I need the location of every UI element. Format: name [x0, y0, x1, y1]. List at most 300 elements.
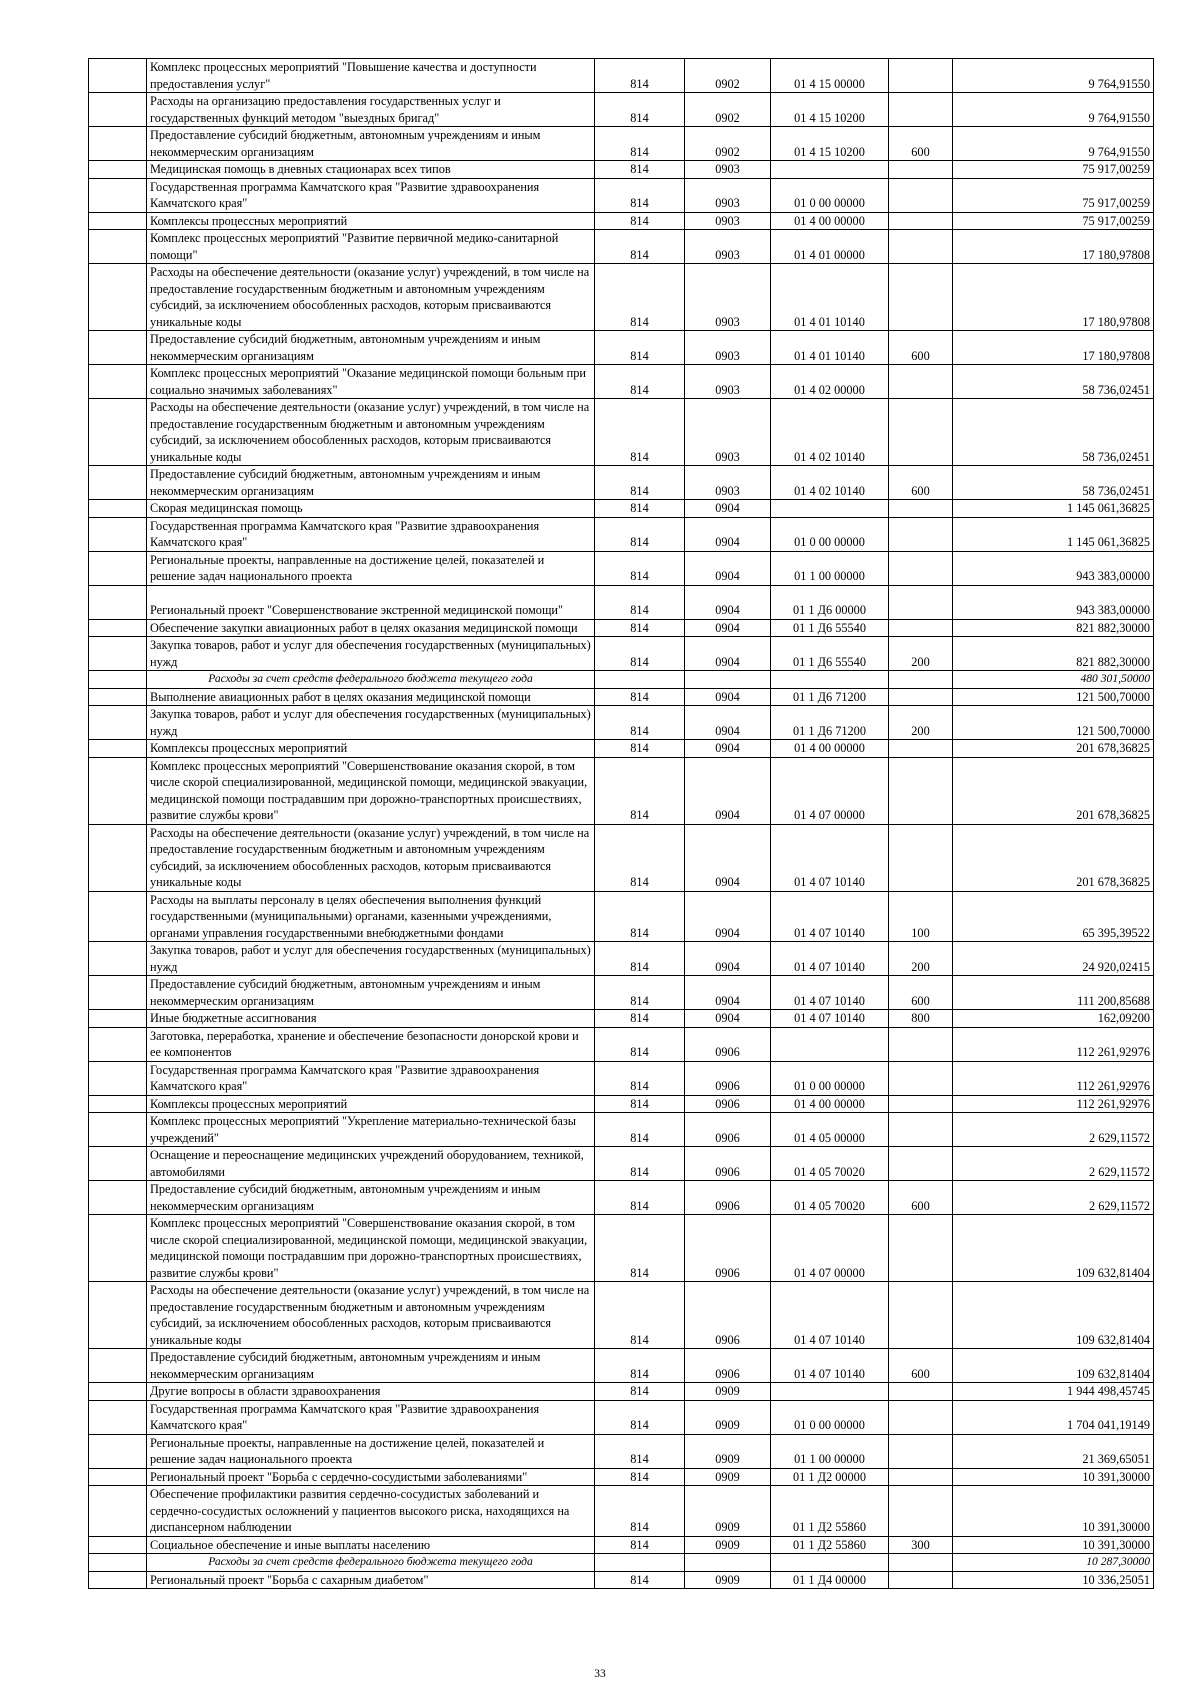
expense-type-cell: 600: [889, 466, 953, 500]
amount-cell: 480 301,50000: [953, 671, 1154, 689]
amount-cell: 162,09200: [953, 1010, 1154, 1028]
section-code-cell: 0904: [685, 619, 771, 637]
section-code-cell: 0906: [685, 1349, 771, 1383]
target-article-cell: 01 1 Д6 55540: [771, 637, 889, 671]
admin-code-cell: 814: [595, 365, 685, 399]
admin-code-cell: 814: [595, 1181, 685, 1215]
row-number-cell: [89, 551, 147, 585]
expense-type-cell: 100: [889, 891, 953, 942]
expense-name-cell: Расходы на обеспечение деятельности (оказание услуг) учреждений, в том числе на предоставление государственным бюджетным и автономным учреждениям субсидий, за исключением обособленных расходов, которым присваиваются уникальные коды: [147, 824, 595, 891]
admin-code-cell: 814: [595, 500, 685, 518]
amount-cell: 75 917,00259: [953, 178, 1154, 212]
target-article-cell: 01 4 07 10140: [771, 942, 889, 976]
expense-name-cell: Государственная программа Камчатского края "Развитие здравоохранения Камчатского края": [147, 178, 595, 212]
amount-cell: 109 632,81404: [953, 1282, 1154, 1349]
expense-type-cell: 300: [889, 1536, 953, 1554]
admin-code-cell: 814: [595, 230, 685, 264]
table-row: [89, 637, 1154, 671]
expense-name-cell: Другие вопросы в области здравоохранения: [147, 1383, 595, 1401]
target-article-cell: 01 4 15 10200: [771, 127, 889, 161]
row-number-cell: [89, 1434, 147, 1468]
row-number-cell: [89, 824, 147, 891]
section-code-cell: 0904: [685, 740, 771, 758]
table-row: [89, 331, 1154, 365]
expense-name-cell: Закупка товаров, работ и услуг для обеспечения государственных (муниципальных) нужд: [147, 637, 595, 671]
target-article-cell: 01 4 15 00000: [771, 59, 889, 93]
admin-code-cell: 814: [595, 517, 685, 551]
expense-name-cell: Государственная программа Камчатского края "Развитие здравоохранения Камчатского края": [147, 1400, 595, 1434]
expense-type-cell: [889, 500, 953, 518]
expense-name-cell: Расходы за счет средств федерального бюджета текущего года: [147, 1554, 595, 1572]
section-code-cell: 0903: [685, 230, 771, 264]
admin-code-cell: 814: [595, 331, 685, 365]
admin-code-cell: [595, 1554, 685, 1572]
target-article-cell: 01 0 00 00000: [771, 178, 889, 212]
admin-code-cell: 814: [595, 127, 685, 161]
expense-type-cell: 800: [889, 1010, 953, 1028]
amount-cell: 201 678,36825: [953, 757, 1154, 824]
target-article-cell: 01 4 07 10140: [771, 1010, 889, 1028]
row-number-cell: [89, 706, 147, 740]
section-code-cell: 0904: [685, 942, 771, 976]
amount-cell: 1 145 061,36825: [953, 517, 1154, 551]
expense-name-cell: Расходы на выплаты персоналу в целях обеспечения выполнения функций государственными (муниципальными) органами, казенными учреждениями, органами управления государственными внебюджетными фондами: [147, 891, 595, 942]
amount-cell: 201 678,36825: [953, 824, 1154, 891]
amount-cell: 2 629,11572: [953, 1113, 1154, 1147]
budget-sheet: [88, 58, 1153, 1589]
admin-code-cell: 814: [595, 1400, 685, 1434]
expense-name-cell: Выполнение авиационных работ в целях оказания медицинской помощи: [147, 688, 595, 706]
expense-name-cell: Региональные проекты, направленные на достижение целей, показателей и решение задач национального проекта: [147, 1434, 595, 1468]
section-code-cell: 0909: [685, 1400, 771, 1434]
section-code-cell: 0903: [685, 399, 771, 466]
target-article-cell: 01 4 02 10140: [771, 399, 889, 466]
expense-name-cell: Комплексы процессных мероприятий: [147, 212, 595, 230]
row-number-cell: [89, 619, 147, 637]
table-row: [89, 161, 1154, 179]
amount-cell: 58 736,02451: [953, 365, 1154, 399]
expense-type-cell: 200: [889, 942, 953, 976]
row-number-cell: [89, 1536, 147, 1554]
expense-type-cell: [889, 551, 953, 585]
expense-type-cell: [889, 264, 953, 331]
row-number-cell: [89, 740, 147, 758]
table-row: [89, 1571, 1154, 1589]
admin-code-cell: 814: [595, 93, 685, 127]
expense-name-cell: Государственная программа Камчатского края "Развитие здравоохранения Камчатского края": [147, 1061, 595, 1095]
target-article-cell: 01 4 07 00000: [771, 1215, 889, 1282]
expense-name-cell: Предоставление субсидий бюджетным, автономным учреждениям и иным некоммерческим организациям: [147, 1181, 595, 1215]
table-row: [89, 1536, 1154, 1554]
expense-type-cell: [889, 1282, 953, 1349]
section-code-cell: 0903: [685, 161, 771, 179]
row-number-cell: [89, 178, 147, 212]
amount-cell: 58 736,02451: [953, 399, 1154, 466]
table-body: [89, 59, 1154, 1589]
target-article-cell: 01 0 00 00000: [771, 1061, 889, 1095]
table-row: [89, 500, 1154, 518]
table-row: [89, 1468, 1154, 1486]
amount-cell: 21 369,65051: [953, 1434, 1154, 1468]
expense-name-cell: Комплекс процессных мероприятий "Совершенствование оказания скорой, в том числе скорой специализированной, медицинской помощи, медицинской эвакуации, медицинской помощи пострадавшим при дорожно-транспортных происшествиях, развитие службы крови": [147, 757, 595, 824]
admin-code-cell: 814: [595, 619, 685, 637]
admin-code-cell: 814: [595, 1349, 685, 1383]
admin-code-cell: 814: [595, 1434, 685, 1468]
expense-name-cell: Региональные проекты, направленные на достижение целей, показателей и решение задач национального проекта: [147, 551, 595, 585]
section-code-cell: 0909: [685, 1468, 771, 1486]
expense-name-cell: Комплекс процессных мероприятий "Повышение качества и доступности предоставления услуг": [147, 59, 595, 93]
table-row: [89, 127, 1154, 161]
admin-code-cell: 814: [595, 757, 685, 824]
target-article-cell: 01 4 07 10140: [771, 824, 889, 891]
amount-cell: 75 917,00259: [953, 161, 1154, 179]
amount-cell: 9 764,91550: [953, 127, 1154, 161]
table-row: [89, 757, 1154, 824]
expense-name-cell: Региональный проект "Борьба с сахарным диабетом": [147, 1571, 595, 1589]
admin-code-cell: 814: [595, 264, 685, 331]
table-row: [89, 1434, 1154, 1468]
table-row: [89, 59, 1154, 93]
section-code-cell: 0904: [685, 688, 771, 706]
section-code-cell: 0904: [685, 891, 771, 942]
table-row: [89, 740, 1154, 758]
expense-type-cell: [889, 365, 953, 399]
expense-type-cell: [889, 1113, 953, 1147]
table-row: [89, 178, 1154, 212]
row-number-cell: [89, 399, 147, 466]
expense-type-cell: [889, 1400, 953, 1434]
admin-code-cell: 814: [595, 1095, 685, 1113]
expense-name-cell: Закупка товаров, работ и услуг для обеспечения государственных (муниципальных) нужд: [147, 706, 595, 740]
expense-type-cell: [889, 230, 953, 264]
table-row: [89, 891, 1154, 942]
amount-cell: 17 180,97808: [953, 230, 1154, 264]
target-article-cell: 01 4 01 10140: [771, 331, 889, 365]
table-row: [89, 1095, 1154, 1113]
expense-type-cell: [889, 740, 953, 758]
budget-table: [88, 58, 1154, 1589]
row-number-cell: [89, 671, 147, 689]
target-article-cell: 01 4 01 00000: [771, 230, 889, 264]
section-code-cell: 0903: [685, 365, 771, 399]
row-number-cell: [89, 161, 147, 179]
table-row: [89, 1215, 1154, 1282]
row-number-cell: [89, 59, 147, 93]
amount-cell: 58 736,02451: [953, 466, 1154, 500]
row-number-cell: [89, 1181, 147, 1215]
target-article-cell: [771, 500, 889, 518]
amount-cell: 9 764,91550: [953, 93, 1154, 127]
section-code-cell: 0909: [685, 1486, 771, 1537]
target-article-cell: 01 4 07 00000: [771, 757, 889, 824]
target-article-cell: 01 1 Д4 00000: [771, 1571, 889, 1589]
expense-name-cell: Заготовка, переработка, хранение и обеспечение безопасности донорской крови и ее компонентов: [147, 1027, 595, 1061]
table-row: [89, 230, 1154, 264]
target-article-cell: 01 4 01 10140: [771, 264, 889, 331]
expense-type-cell: [889, 688, 953, 706]
row-number-cell: [89, 466, 147, 500]
target-article-cell: [771, 1383, 889, 1401]
expense-name-cell: Обеспечение профилактики развития сердечно-сосудистых заболеваний и сердечно-сосудистых осложнений у пациентов высокого риска, находящихся на диспансерном наблюдении: [147, 1486, 595, 1537]
target-article-cell: 01 4 00 00000: [771, 1095, 889, 1113]
row-number-cell: [89, 93, 147, 127]
target-article-cell: 01 4 05 70020: [771, 1147, 889, 1181]
expense-type-cell: [889, 824, 953, 891]
expense-type-cell: [889, 585, 953, 619]
table-row: [89, 1181, 1154, 1215]
admin-code-cell: 814: [595, 1536, 685, 1554]
amount-cell: 121 500,70000: [953, 688, 1154, 706]
section-code-cell: 0906: [685, 1215, 771, 1282]
expense-type-cell: [889, 619, 953, 637]
amount-cell: 17 180,97808: [953, 264, 1154, 331]
admin-code-cell: 814: [595, 1113, 685, 1147]
target-article-cell: [771, 671, 889, 689]
admin-code-cell: 814: [595, 942, 685, 976]
admin-code-cell: 814: [595, 1282, 685, 1349]
section-code-cell: [685, 1554, 771, 1572]
expense-type-cell: [889, 1468, 953, 1486]
section-code-cell: 0903: [685, 466, 771, 500]
expense-name-cell: Предоставление субсидий бюджетным, автономным учреждениям и иным некоммерческим организациям: [147, 976, 595, 1010]
table-row: [89, 619, 1154, 637]
section-code-cell: 0906: [685, 1113, 771, 1147]
expense-name-cell: Обеспечение закупки авиационных работ в целях оказания медицинской помощи: [147, 619, 595, 637]
table-row: [89, 212, 1154, 230]
section-code-cell: 0903: [685, 178, 771, 212]
table-row: [89, 1349, 1154, 1383]
row-number-cell: [89, 1282, 147, 1349]
federal-budget-row: [89, 1554, 1154, 1572]
table-row: [89, 1400, 1154, 1434]
section-code-cell: 0909: [685, 1434, 771, 1468]
section-code-cell: 0904: [685, 637, 771, 671]
section-code-cell: 0904: [685, 551, 771, 585]
section-code-cell: 0903: [685, 331, 771, 365]
expense-name-cell: Предоставление субсидий бюджетным, автономным учреждениям и иным некоммерческим организациям: [147, 466, 595, 500]
section-code-cell: 0904: [685, 585, 771, 619]
amount-cell: 65 395,39522: [953, 891, 1154, 942]
admin-code-cell: 814: [595, 1010, 685, 1028]
section-code-cell: 0906: [685, 1095, 771, 1113]
row-number-cell: [89, 1147, 147, 1181]
expense-type-cell: [889, 1215, 953, 1282]
row-number-cell: [89, 1095, 147, 1113]
section-code-cell: 0904: [685, 706, 771, 740]
table-row: [89, 1282, 1154, 1349]
expense-type-cell: [889, 178, 953, 212]
amount-cell: 201 678,36825: [953, 740, 1154, 758]
admin-code-cell: 814: [595, 740, 685, 758]
section-code-cell: 0903: [685, 264, 771, 331]
amount-cell: 1 145 061,36825: [953, 500, 1154, 518]
table-row: [89, 1383, 1154, 1401]
section-code-cell: 0902: [685, 127, 771, 161]
expense-name-cell: Комплекс процессных мероприятий "Развитие первичной медико-санитарной помощи": [147, 230, 595, 264]
target-article-cell: 01 4 07 10140: [771, 1349, 889, 1383]
table-row: [89, 942, 1154, 976]
admin-code-cell: 814: [595, 1147, 685, 1181]
target-article-cell: 01 1 Д6 71200: [771, 688, 889, 706]
expense-type-cell: 600: [889, 1181, 953, 1215]
target-article-cell: 01 4 07 10140: [771, 891, 889, 942]
expense-name-cell: Государственная программа Камчатского края "Развитие здравоохранения Камчатского края": [147, 517, 595, 551]
target-article-cell: 01 4 02 10140: [771, 466, 889, 500]
expense-type-cell: [889, 93, 953, 127]
row-number-cell: [89, 365, 147, 399]
target-article-cell: 01 1 Д2 55860: [771, 1536, 889, 1554]
section-code-cell: 0902: [685, 59, 771, 93]
expense-name-cell: Закупка товаров, работ и услуг для обеспечения государственных (муниципальных) нужд: [147, 942, 595, 976]
table-row: [89, 93, 1154, 127]
target-article-cell: 01 4 00 00000: [771, 740, 889, 758]
section-code-cell: 0904: [685, 517, 771, 551]
admin-code-cell: 814: [595, 688, 685, 706]
expense-type-cell: [889, 1571, 953, 1589]
expense-type-cell: 600: [889, 976, 953, 1010]
section-code-cell: 0904: [685, 824, 771, 891]
federal-budget-row: [89, 671, 1154, 689]
section-code-cell: 0903: [685, 212, 771, 230]
target-article-cell: 01 4 15 10200: [771, 93, 889, 127]
target-article-cell: 01 4 05 00000: [771, 1113, 889, 1147]
amount-cell: 821 882,30000: [953, 637, 1154, 671]
expense-type-cell: [889, 1383, 953, 1401]
target-article-cell: [771, 1027, 889, 1061]
section-code-cell: 0904: [685, 976, 771, 1010]
row-number-cell: [89, 1383, 147, 1401]
row-number-cell: [89, 688, 147, 706]
row-number-cell: [89, 891, 147, 942]
admin-code-cell: 814: [595, 976, 685, 1010]
amount-cell: 112 261,92976: [953, 1027, 1154, 1061]
admin-code-cell: 814: [595, 1215, 685, 1282]
expense-name-cell: Региональный проект "Борьба с сердечно-сосудистыми заболеваниями": [147, 1468, 595, 1486]
admin-code-cell: 814: [595, 399, 685, 466]
section-code-cell: 0904: [685, 757, 771, 824]
row-number-cell: [89, 500, 147, 518]
table-row: [89, 1027, 1154, 1061]
amount-cell: 1 944 498,45745: [953, 1383, 1154, 1401]
target-article-cell: 01 1 Д6 71200: [771, 706, 889, 740]
section-code-cell: 0906: [685, 1282, 771, 1349]
amount-cell: 1 704 041,19149: [953, 1400, 1154, 1434]
row-number-cell: [89, 264, 147, 331]
amount-cell: 10 391,30000: [953, 1486, 1154, 1537]
row-number-cell: [89, 1010, 147, 1028]
amount-cell: 10 336,25051: [953, 1571, 1154, 1589]
expense-type-cell: 200: [889, 706, 953, 740]
admin-code-cell: 814: [595, 585, 685, 619]
expense-type-cell: [889, 671, 953, 689]
admin-code-cell: 814: [595, 1486, 685, 1537]
expense-type-cell: [889, 212, 953, 230]
expense-type-cell: [889, 161, 953, 179]
section-code-cell: 0906: [685, 1027, 771, 1061]
page-number: 33: [594, 1668, 606, 1680]
row-number-cell: [89, 212, 147, 230]
target-article-cell: 01 0 00 00000: [771, 517, 889, 551]
table-row: [89, 1113, 1154, 1147]
expense-name-cell: Предоставление субсидий бюджетным, автономным учреждениям и иным некоммерческим организациям: [147, 127, 595, 161]
admin-code-cell: 814: [595, 824, 685, 891]
expense-type-cell: [889, 59, 953, 93]
expense-type-cell: [889, 399, 953, 466]
table-row: [89, 688, 1154, 706]
row-number-cell: [89, 1554, 147, 1572]
admin-code-cell: 814: [595, 1468, 685, 1486]
table-row: [89, 1147, 1154, 1181]
expense-type-cell: 600: [889, 1349, 953, 1383]
admin-code-cell: 814: [595, 551, 685, 585]
row-number-cell: [89, 1486, 147, 1537]
admin-code-cell: 814: [595, 466, 685, 500]
section-code-cell: 0909: [685, 1571, 771, 1589]
admin-code-cell: 814: [595, 1383, 685, 1401]
amount-cell: 109 632,81404: [953, 1215, 1154, 1282]
table-row: [89, 706, 1154, 740]
section-code-cell: 0904: [685, 1010, 771, 1028]
row-number-cell: [89, 1571, 147, 1589]
expense-name-cell: Скорая медицинская помощь: [147, 500, 595, 518]
section-code-cell: 0906: [685, 1061, 771, 1095]
expense-type-cell: [889, 517, 953, 551]
section-code-cell: 0909: [685, 1536, 771, 1554]
expense-name-cell: Оснащение и переоснащение медицинских учреждений оборудованием, техникой, автомобилями: [147, 1147, 595, 1181]
expense-type-cell: [889, 1554, 953, 1572]
target-article-cell: 01 4 02 00000: [771, 365, 889, 399]
admin-code-cell: 814: [595, 161, 685, 179]
section-code-cell: 0906: [685, 1181, 771, 1215]
target-article-cell: 01 0 00 00000: [771, 1400, 889, 1434]
amount-cell: 109 632,81404: [953, 1349, 1154, 1383]
expense-name-cell: Медицинская помощь в дневных стационарах всех типов: [147, 161, 595, 179]
expense-type-cell: [889, 1095, 953, 1113]
expense-name-cell: Комплекс процессных мероприятий "Укрепление материально-технической базы учреждений": [147, 1113, 595, 1147]
row-number-cell: [89, 942, 147, 976]
amount-cell: 17 180,97808: [953, 331, 1154, 365]
amount-cell: 121 500,70000: [953, 706, 1154, 740]
expense-name-cell: Комплекс процессных мероприятий "Совершенствование оказания скорой, в том числе скорой специализированной, медицинской помощи, медицинской эвакуации, медицинской помощи пострадавшим при дорожно-транспортных происшествиях, развитие службы крови": [147, 1215, 595, 1282]
expense-name-cell: Комплекс процессных мероприятий "Оказание медицинской помощи больным при социально значимых заболеваниях": [147, 365, 595, 399]
expense-type-cell: [889, 1061, 953, 1095]
row-number-cell: [89, 1215, 147, 1282]
table-row: [89, 1010, 1154, 1028]
section-code-cell: 0906: [685, 1147, 771, 1181]
section-code-cell: 0904: [685, 500, 771, 518]
amount-cell: 75 917,00259: [953, 212, 1154, 230]
row-number-cell: [89, 1400, 147, 1434]
admin-code-cell: 814: [595, 212, 685, 230]
row-number-cell: [89, 230, 147, 264]
table-row: [89, 264, 1154, 331]
admin-code-cell: 814: [595, 1027, 685, 1061]
table-row: [89, 1061, 1154, 1095]
target-article-cell: [771, 1554, 889, 1572]
expense-type-cell: [889, 1434, 953, 1468]
amount-cell: 9 764,91550: [953, 59, 1154, 93]
expense-type-cell: [889, 1027, 953, 1061]
amount-cell: 2 629,11572: [953, 1181, 1154, 1215]
expense-name-cell: Расходы на обеспечение деятельности (оказание услуг) учреждений, в том числе на предоставление государственным бюджетным и автономным учреждениям субсидий, за исключением обособленных расходов, которым присваиваются уникальные коды: [147, 264, 595, 331]
amount-cell: 112 261,92976: [953, 1095, 1154, 1113]
expense-type-cell: 600: [889, 127, 953, 161]
admin-code-cell: 814: [595, 1061, 685, 1095]
table-row: [89, 551, 1154, 585]
target-article-cell: 01 4 05 70020: [771, 1181, 889, 1215]
table-row: [89, 399, 1154, 466]
admin-code-cell: 814: [595, 637, 685, 671]
